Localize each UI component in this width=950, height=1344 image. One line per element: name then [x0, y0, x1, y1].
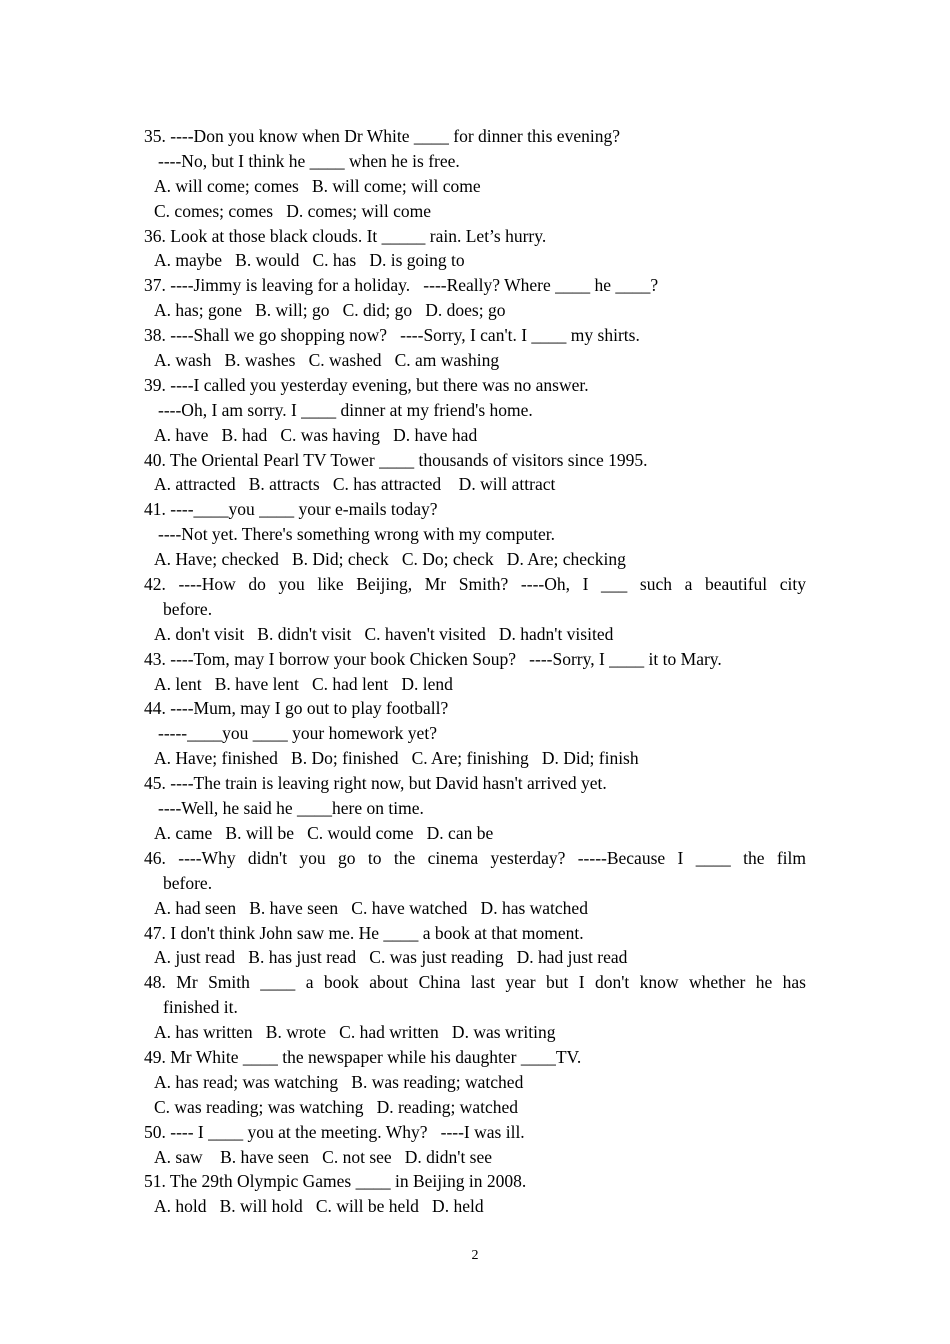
q43-stem: 43. ----Tom, may I borrow your book Chicken Soup? ----Sorry, I ____ it to Mary. — [144, 648, 722, 669]
q43-options: A. lent B. have lent C. had lent D. lend — [154, 673, 453, 694]
q45-dialog: ----Well, he said he ____here on time. — [158, 798, 424, 819]
q44-stem: 44. ----Mum, may I go out to play football? — [144, 698, 449, 719]
q36-options: A. maybe B. would C. has D. is going to — [154, 250, 465, 271]
q40-options: A. attracted B. attracts C. has attracted D. will attract — [154, 474, 556, 495]
q44-dialog: -----____you ____ your homework yet? — [158, 723, 437, 744]
q42-stem: 42. ----How do you like Beijing, Mr Smith? ----Oh, I ___ such a beautiful city — [144, 574, 806, 595]
q49-options-cd: C. was reading; was watching D. reading; watched — [154, 1096, 518, 1117]
q51-options: A. hold B. will hold C. will be held D. held — [154, 1196, 484, 1217]
q46-stem-continued: before. — [163, 872, 213, 893]
q48-stem-continued: finished it. — [163, 997, 238, 1018]
page-number: 2 — [471, 1248, 479, 1263]
q41-dialog: ----Not yet. There's something wrong with my computer. — [158, 524, 555, 545]
q45-options: A. came B. will be C. would come D. can be — [154, 822, 494, 843]
q41-options: A. Have; checked B. Did; check C. Do; check D. Are; checking — [154, 549, 626, 570]
q45-stem: 45. ----The train is leaving right now, but David hasn't arrived yet. — [144, 773, 607, 794]
q35-stem: 35. ----Don you know when Dr White ____ for dinner this evening? — [144, 126, 620, 146]
q36-stem: 36. Look at those black clouds. It _____ rain. Let’s hurry. — [144, 225, 547, 246]
q37-options: A. has; gone B. will; go C. did; go D. does; go — [154, 300, 506, 321]
q44-options: A. Have; finished B. Do; finished C. Are; finishing D. Did; finish — [154, 748, 639, 769]
q35-options-ab: A. will come; comes B. will come; will come — [154, 175, 481, 196]
q47-options: A. just read B. has just read C. was just reading D. had just read — [154, 947, 628, 968]
q39-dialog: ----Oh, I am sorry. I ____ dinner at my friend's home. — [158, 399, 533, 420]
q35-dialog: ----No, but I think he ____ when he is free. — [158, 150, 460, 171]
q35-options-cd: C. comes; comes D. comes; will come — [154, 200, 432, 221]
q40-stem: 40. The Oriental Pearl TV Tower ____ thousands of visitors since 1995. — [144, 449, 648, 470]
q37-stem: 37. ----Jimmy is leaving for a holiday. ----Really? Where ____ he ____? — [144, 275, 659, 296]
q48-options: A. has written B. wrote C. had written D. was writing — [154, 1022, 556, 1043]
q51-stem: 51. The 29th Olympic Games ____ in Beijing in 2008. — [144, 1171, 527, 1192]
q46-stem: 46. ----Why didn't you go to the cinema yesterday? -----Because I ____ the film — [144, 847, 806, 868]
q50-options: A. saw B. have seen C. not see D. didn't see — [154, 1146, 493, 1167]
question-list — [144, 124, 806, 1219]
q42-options: A. don't visit B. didn't visit C. haven't visited D. hadn't visited — [154, 623, 614, 644]
q38-options: A. wash B. washes C. washed C. am washing — [154, 350, 500, 371]
q38-stem: 38. ----Shall we go shopping now? ----Sorry, I can't. I ____ my shirts. — [144, 325, 640, 346]
q41-stem: 41. ----____you ____ your e-mails today? — [144, 499, 438, 520]
q46-options: A. had seen B. have seen C. have watched D. has watched — [154, 897, 588, 918]
q50-stem: 50. ---- I ____ you at the meeting. Why? ----I was ill. — [144, 1121, 525, 1142]
q47-stem: 47. I don't think John saw me. He ____ a book at that moment. — [144, 922, 584, 943]
q42-stem-continued: before. — [163, 598, 213, 619]
q48-stem: 48. Mr Smith ____ a book about China last year but I don't know whether he has — [144, 972, 806, 993]
q39-stem: 39. ----I called you yesterday evening, but there was no answer. — [144, 374, 589, 395]
q39-options: A. have B. had C. was having D. have had — [154, 424, 478, 445]
q49-stem: 49. Mr White ____ the newspaper while his daughter ____TV. — [144, 1046, 582, 1067]
q49-options-ab: A. has read; was watching B. was reading; watched — [154, 1071, 524, 1092]
